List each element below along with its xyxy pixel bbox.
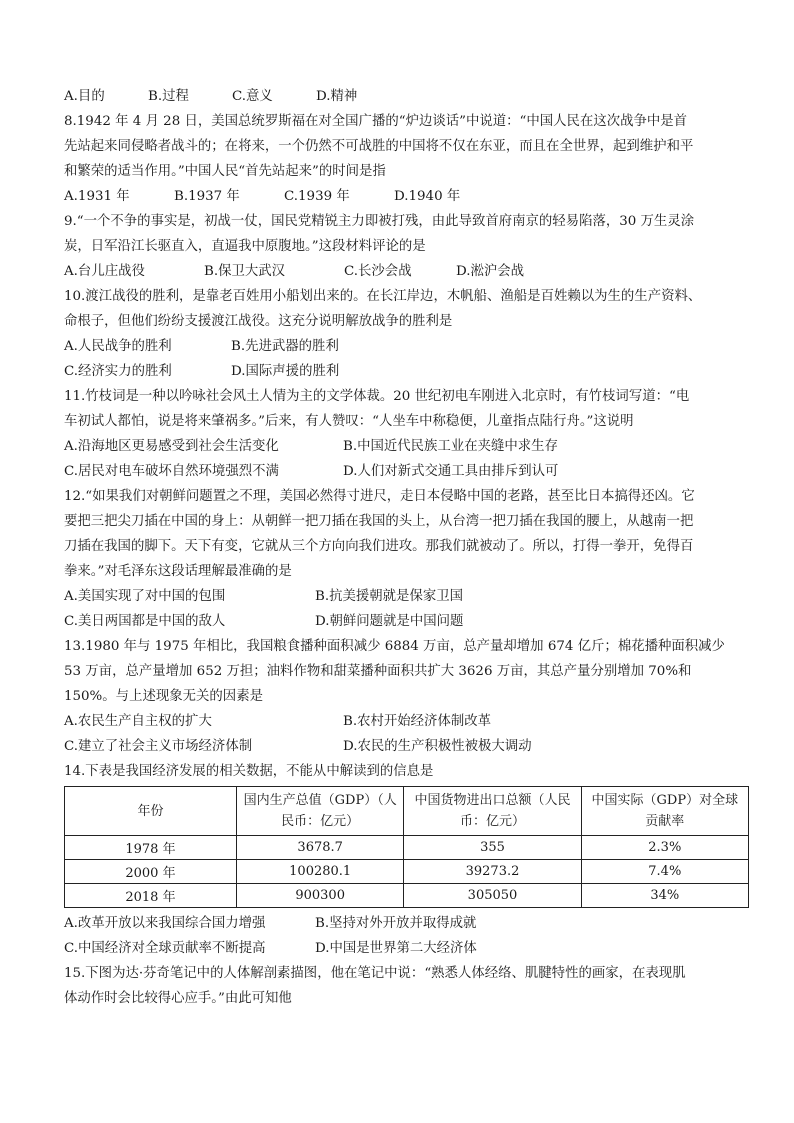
q11-option-b: B.中国近代民族工业在夹缝中求生存 — [343, 439, 558, 454]
q10-option-c: C.经济实力的胜利 — [64, 364, 172, 379]
q13-option-d: D.农民的生产积极性被极大调动 — [343, 739, 532, 754]
question-10 — [64, 284, 754, 384]
q8-option-d: D.1940 年 — [394, 189, 461, 204]
q7-option-a: A.目的 — [64, 89, 105, 104]
q13-option-c: C.建立了社会主义市场经济体制 — [64, 739, 253, 754]
q8-stem-line: 8.1942 年 4 月 28 日，美国总统罗斯福在对全国广播的“炉边谈话”中说道：“中国人民在这次战争中是首 — [64, 114, 688, 129]
q12-stem-line: 12.“如果我们对朝鲜问题置之不理，美国必然得寸进尺，走日本侵略中国的老路，甚至比日本搞得还凶。它 — [64, 489, 695, 504]
q8-options — [64, 184, 754, 209]
q14-option-b: B.坚持对外开放并取得成就 — [315, 916, 477, 931]
q11-option-c: C.居民对电车破坏自然环境强烈不满 — [64, 464, 279, 479]
table-header-row — [65, 787, 749, 836]
q11-options-row-2 — [64, 459, 754, 484]
q9-option-a: A.台儿庄战役 — [64, 264, 145, 279]
q12-stem-line: 刀插在我国的脚下。天下有变，它就从三个方向向我们进攻。那我们就被动了。所以，打得一拳开，免得百 — [64, 539, 694, 554]
q9-option-b: B.保卫大武汉 — [204, 264, 286, 279]
table-cell: 7.4% — [581, 860, 748, 884]
q12-option-c: C.美日两国都是中国的敌人 — [64, 614, 226, 629]
question-12 — [64, 484, 754, 634]
q10-option-d: D.国际声援的胜利 — [231, 364, 340, 379]
table-cell: 34% — [581, 884, 748, 908]
q12-option-d: D.朝鲜问题就是中国问题 — [315, 614, 464, 629]
question-15 — [64, 961, 754, 1011]
q9-stem-line: 炭，日军沿江长驱直入，直逼我中原腹地。”这段材料评论的是 — [64, 239, 426, 254]
q7-option-d: D.精神 — [316, 89, 358, 104]
q14-option-d: D.中国是世界第二大经济体 — [315, 941, 477, 956]
table-cell: 1978 年 — [65, 836, 237, 860]
table-header-cell: 国内生产总值（GDP）（人民币：亿元） — [236, 787, 403, 836]
gdp-data-table — [64, 786, 749, 908]
question-9 — [64, 209, 754, 284]
q10-option-b: B.先进武器的胜利 — [231, 339, 339, 354]
table-cell: 2018 年 — [65, 884, 237, 908]
q8-option-a: A.1931 年 — [64, 189, 130, 204]
table-cell: 100280.1 — [236, 860, 403, 884]
q12-stem-line: 要把三把尖刀插在中国的身上：从朝鲜一把刀插在我国的头上，从台湾一把刀插在我国的腰上，从越南一把 — [64, 514, 694, 529]
table-header-cell: 中国货物进出口总额（人民币：亿元） — [404, 787, 581, 836]
table-row — [65, 836, 749, 860]
q14-options-row-1 — [64, 911, 754, 936]
q10-options-row-1 — [64, 334, 754, 359]
q11-stem-line: 车初试人都怕，说是将来肇祸多。”后来，有人赞叹：“人坐车中称稳便，儿童指点陆行舟。”这说明 — [64, 414, 634, 429]
table-cell: 39273.2 — [404, 860, 581, 884]
table-cell: 355 — [404, 836, 581, 860]
table-header-cell: 中国实际（GDP）对全球贡献率 — [581, 787, 748, 836]
q9-option-c: C.长沙会战 — [344, 264, 412, 279]
q13-option-a: A.农民生产自主权的扩大 — [64, 714, 212, 729]
q11-option-d: D.人们对新式交通工具由排斥到认可 — [343, 464, 559, 479]
q15-stem-line: 15.下图为达·芬奇笔记中的人体解剖素描图，他在笔记中说：“熟悉人体经络、肌腱特性的画家，在表现肌 — [64, 966, 686, 981]
q15-stem-line: 体动作时会比较得心应手。”由此可知他 — [64, 991, 292, 1006]
q10-stem-line: 10.渡江战役的胜利，是靠老百姓用小船划出来的。在长江岸边，木帆船、渔船是百姓赖以为生的生产资料、 — [64, 289, 702, 304]
q7-option-c: C.意义 — [232, 89, 273, 104]
q14-option-a: A.改革开放以来我国综合国力增强 — [64, 916, 266, 931]
q12-option-a: A.美国实现了对中国的包围 — [64, 589, 226, 604]
q13-stem-line: 150%。与上述现象无关的因素是 — [64, 689, 263, 704]
q12-stem-line: 拳来。”对毛泽东这段话理解最准确的是 — [64, 564, 292, 579]
q14-option-c: C.中国经济对全球贡献率不断提高 — [64, 941, 266, 956]
q13-option-b: B.农村开始经济体制改革 — [343, 714, 492, 729]
table-cell: 900300 — [236, 884, 403, 908]
q12-options-row-1 — [64, 584, 754, 609]
q7-options — [64, 84, 754, 109]
q13-stem-line: 53 万亩，总产量增加 652 万担；油料作物和甜菜播种面积共扩大 3626 万亩，其总产量分别增加 70%和 — [64, 664, 692, 679]
q10-option-a: A.人民战争的胜利 — [64, 339, 172, 354]
table-cell: 2.3% — [581, 836, 748, 860]
q8-option-b: B.1937 年 — [174, 189, 240, 204]
q7-option-b: B.过程 — [148, 89, 189, 104]
q9-options — [64, 259, 754, 284]
question-8 — [64, 109, 754, 209]
q14-options-row-2 — [64, 936, 754, 961]
q11-options-row-1 — [64, 434, 754, 459]
table-cell: 3678.7 — [236, 836, 403, 860]
q12-option-b: B.抗美援朝就是保家卫国 — [315, 589, 464, 604]
question-13 — [64, 634, 754, 759]
q8-stem-line: 先站起来同侵略者战斗的；在将来，一个仍然不可战胜的中国将不仅在东亚，而且在全世界，起到维护和平 — [64, 139, 694, 154]
q9-option-d: D.淞沪会战 — [456, 264, 525, 279]
q11-option-a: A.沿海地区更易感受到社会生活变化 — [64, 439, 279, 454]
table-row — [65, 884, 749, 908]
q8-stem-line: 和繁荣的适当作用。”中国人民“首先站起来”的时间是指 — [64, 164, 386, 179]
q13-stem-line: 13.1980 年与 1975 年相比，我国粮食播种面积减少 6884 万亩，总产量却增加 674 亿斤；棉花播种面积减少 — [64, 639, 725, 654]
table-cell: 2000 年 — [65, 860, 237, 884]
table-header-cell: 年份 — [65, 787, 237, 836]
question-11 — [64, 384, 754, 484]
table-cell: 305050 — [404, 884, 581, 908]
q13-options-row-2 — [64, 734, 754, 759]
q9-stem-line: 9.“一个不争的事实是，初战一仗，国民党精锐主力即被打残，由此导致首府南京的轻易陷落，30 万生灵涂 — [64, 214, 695, 229]
q12-options-row-2 — [64, 609, 754, 634]
q10-options-row-2 — [64, 359, 754, 384]
question-14 — [64, 759, 754, 961]
q11-stem-line: 11.竹枝词是一种以吟咏社会风土人情为主的文学体裁。20 世纪初电车刚进入北京时，有竹枝词写道：“电 — [64, 389, 690, 404]
table-row — [65, 860, 749, 884]
q10-stem-line: 命根子，但他们纷纷支援渡江战役。这充分说明解放战争的胜利是 — [64, 314, 453, 329]
q8-option-c: C.1939 年 — [284, 189, 350, 204]
q14-stem: 14.下表是我国经济发展的相关数据，不能从中解读到的信息是 — [64, 764, 434, 779]
q13-options-row-1 — [64, 709, 754, 734]
exam-page — [64, 84, 754, 1011]
